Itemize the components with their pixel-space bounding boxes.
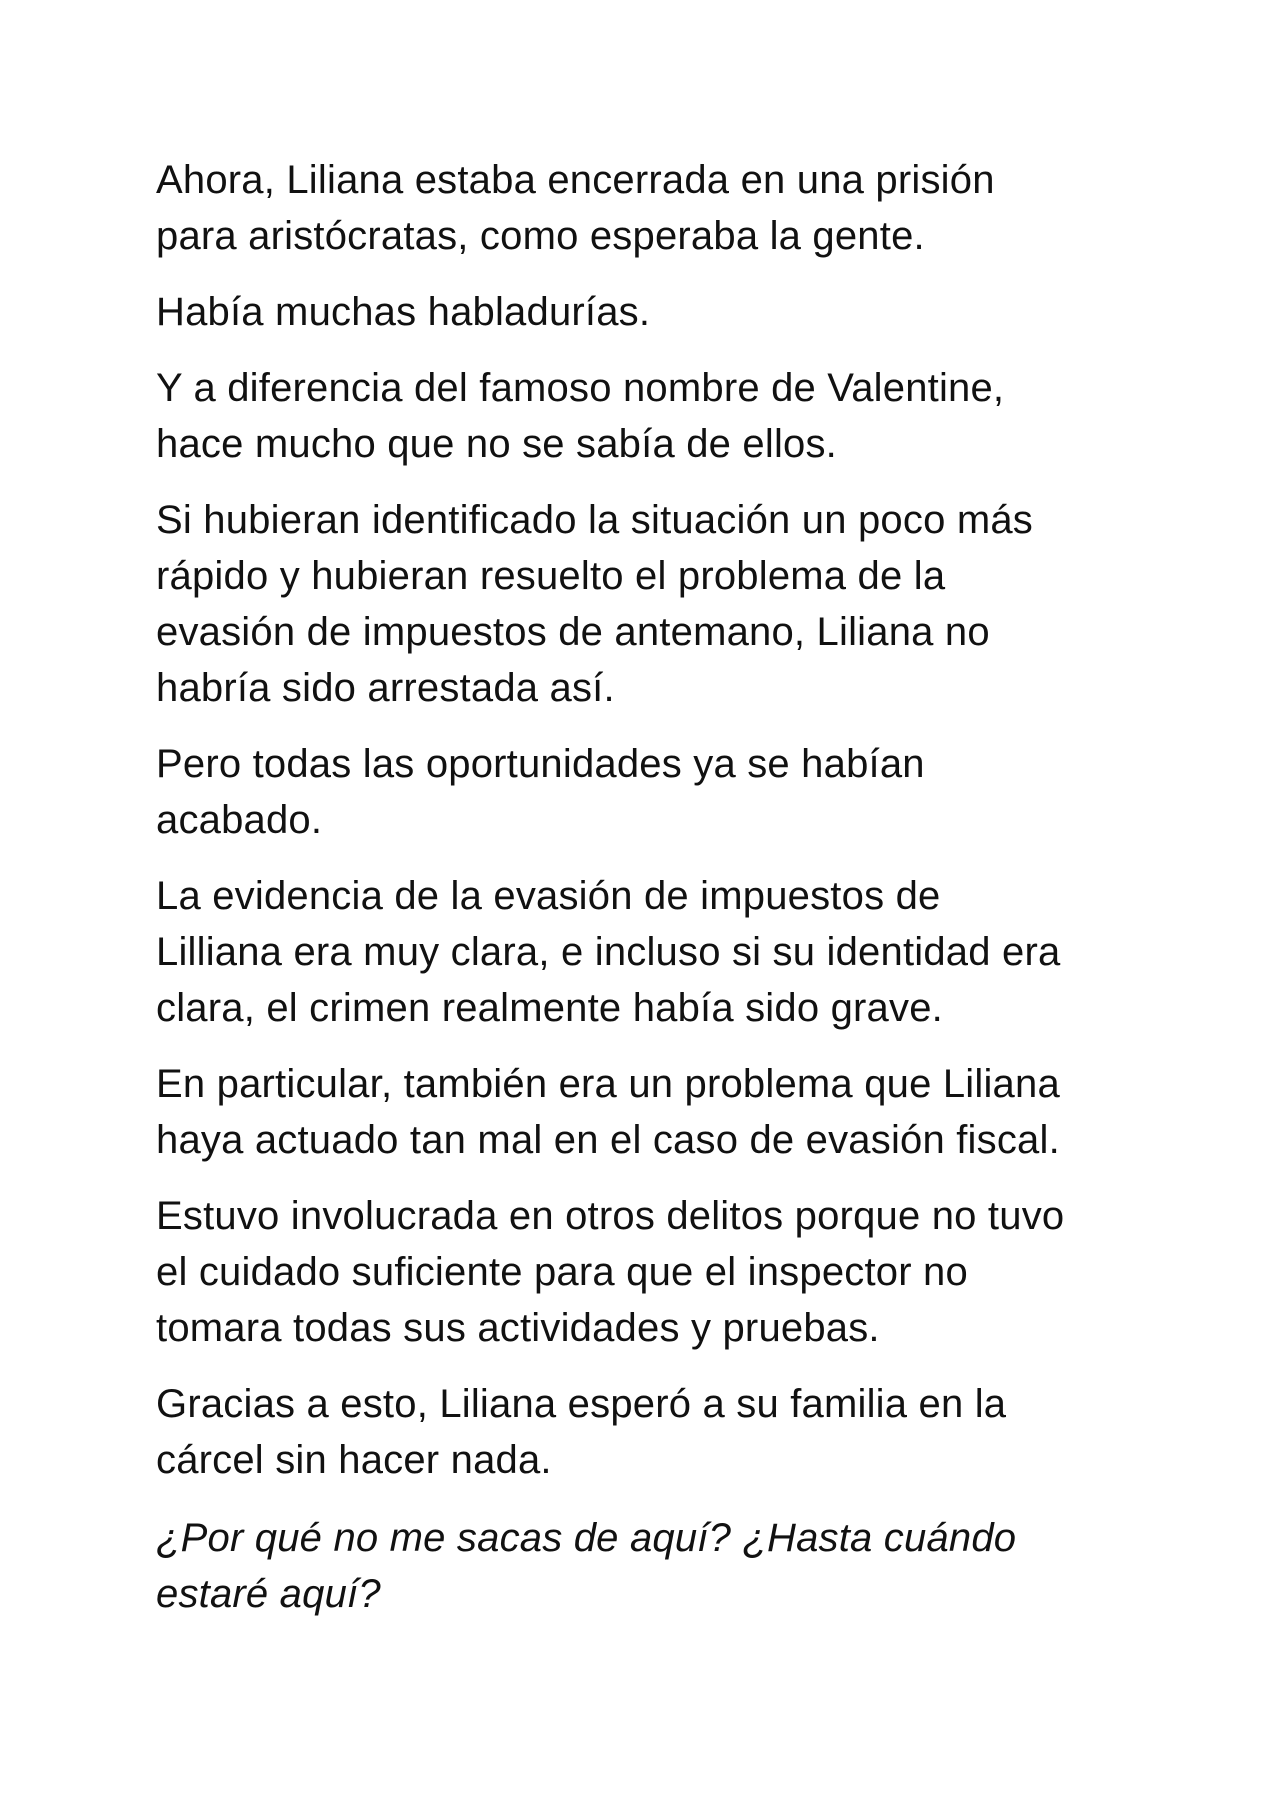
paragraph: La evidencia de la evasión de impuestos de Lilliana era muy clara, e incluso si su identidad era clara, el crimen realmente había sido grave.	[156, 874, 1061, 1030]
paragraph: Gracias a esto, Liliana esperó a su familia en la cárcel sin hacer nada.	[156, 1382, 1007, 1482]
document-page	[156, 152, 1156, 1642]
paragraph: Había muchas habladurías.	[156, 290, 651, 334]
paragraph: Estuvo involucrada en otros delitos porque no tuvo el cuidado suficiente para que el inspector no tomara todas sus actividades y pruebas.	[156, 1194, 1065, 1350]
paragraph: Y a diferencia del famoso nombre de Valentine, hace mucho que no se sabía de ellos.	[156, 366, 1005, 466]
paragraph: Ahora, Liliana estaba encerrada en una prisión para aristócratas, como esperaba la gente.	[156, 158, 995, 258]
paragraph: Pero todas las oportunidades ya se habían acabado.	[156, 742, 925, 842]
paragraph: Si hubieran identificado la situación un poco más rápido y hubieran resuelto el problema de la evasión de impuestos de antemano, Liliana no habría sido arrestada así.	[156, 498, 1034, 710]
paragraph: En particular, también era un problema que Liliana haya actuado tan mal en el caso de evasión fiscal.	[156, 1062, 1060, 1162]
italic-thought-paragraph: ¿Por qué no me sacas de aquí? ¿Hasta cuándo estaré aquí?	[156, 1516, 1017, 1616]
